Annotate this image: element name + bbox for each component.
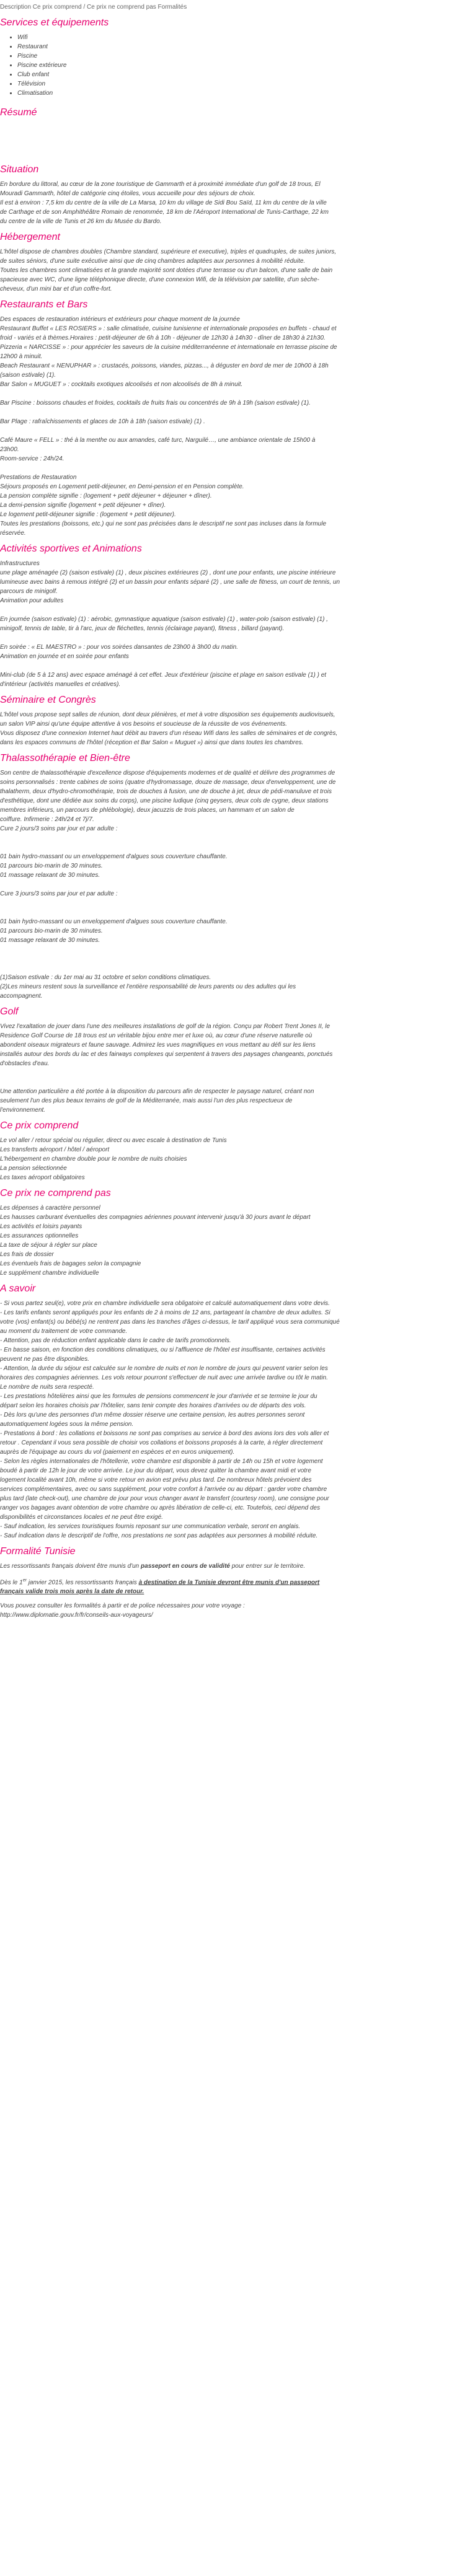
text-span: janvier 2015, les ressortissants français [26, 1579, 139, 1586]
text-line: ranger vos bagages avant obtention de votre chambre ou après libération de celle-ci, etc. Toutefois, ceci dépend des [0, 1505, 321, 1511]
text-line: Infrastructures [0, 560, 40, 567]
text-line: Des espaces de restauration intérieurs et extérieurs pour chaque moment de la journée [0, 316, 240, 323]
text-line: Séjours proposés en Logement petit-déjeuner, en Demi-pension et en Pension complète. [0, 483, 244, 490]
text-line: Les frais de dossier [0, 1251, 54, 1258]
text-line: Toutes les chambres sont climatisées et la grande majorité sont dotées d'une terrasse ou d'un balcon, d'une salle de bain [0, 267, 333, 274]
text-line: - Sauf indication, les services touristiques fournis reposant sur une communication verbale, seront en anglais. [0, 1523, 301, 1530]
text-span: Dès le 1 [0, 1579, 23, 1586]
text-line: 01 bain hydro-massant ou un enveloppement d'algues sous couverture chauffante. [0, 853, 228, 860]
text-line: parcours de minigolf. [0, 588, 58, 595]
text-line: La taxe de séjour à régler sur place [0, 1242, 97, 1249]
text-line [0, 964, 470, 973]
list-item: • Club enfant [17, 70, 470, 79]
text-line: automatiquement logées sous la même pension. [0, 1421, 134, 1428]
text-line: une plage aménagée (2) (saison estivale) (1) , deux piscines extérieures (2) , dont une pour enfants, une piscine intérieure [0, 569, 336, 576]
text-line: d'obstacles d'eau. [0, 1060, 50, 1067]
services-list [0, 33, 470, 98]
text-line [0, 633, 470, 643]
text-line: d'intérieur (activités manuelles et créatives). [0, 681, 121, 688]
text-line: Animation pour adultes [0, 597, 64, 604]
list-item: • Climatisation [17, 89, 470, 98]
text-line: Le nombre de nuits sera respecté. [0, 1384, 94, 1391]
text-line [0, 945, 470, 954]
text-line: Les dépenses à caractère personnel [0, 1205, 100, 1211]
golf-body [0, 1022, 470, 1115]
text-line: Pizzeria « NARCISSE » : pour apprécier les saveurs de la cuisine méditerranéenne et internationale en terrasse piscine de [0, 344, 337, 351]
text-line: Room-service : 24h/24. [0, 455, 64, 462]
text-line [0, 954, 470, 964]
prix-ne-comprend-title: Ce prix ne comprend pas [0, 1188, 111, 1198]
text-line: cheveux, d'un mini bar et d'un coffre-fort. [0, 286, 112, 292]
list-item: • Piscine extérieure [17, 61, 470, 70]
text-line: Le vol aller / retour spécial ou régulier, direct ou avec escale à destination de Tunis [0, 1137, 227, 1144]
text-line [0, 1078, 470, 1087]
text-line: Les transferts aéroport / hôtel / aéroport [0, 1146, 110, 1153]
text-line: d'esthétique, dont une dédiée aux soins du corps), une piscine ludique (cinq geysers, deux cols de cygne, deux stations [0, 798, 329, 804]
text-line: l'environnement. [0, 1107, 46, 1114]
requirement-emphasis: français valide trois mois après la date de retour. [0, 1588, 144, 1596]
text-line: Toutes les prestations (boissons, etc.) qui ne sont pas précisées dans le descriptif ne sont pas incluses dans la formule [0, 521, 327, 527]
resume-spacer [0, 123, 470, 159]
text-line: 01 parcours bio-marin de 30 minutes. [0, 863, 103, 869]
text-line: Residence Golf Course de 18 trous est un véritable bijou entre mer et luxe où, au cœur d'une réserve naturelle où [0, 1032, 313, 1039]
text-line: coiffure. Infirmerie : 24h/24 et 7j/7. [0, 816, 94, 823]
text-line: En journée (saison estivale) (1) : aérobic, gymnastique aquatique (saison estivale) (1) , water-polo (saison estivale) (1) , [0, 616, 328, 623]
text-line: - En basse saison, en fonction des conditions climatiques, ou si l'affluence de l'hôtel est insuffisante, certaines activités [0, 1347, 326, 1353]
diplomatie-link[interactable]: http://www.diplomatie.gouv.fr/fr/conseils-aux-voyageurs/ [0, 1612, 153, 1619]
a-savoir-body [0, 1299, 470, 1541]
text-line [0, 408, 470, 417]
text-line [0, 464, 470, 473]
text-line: Vous disposez d'une connexion Internet haut débit au travers d'un réseau Wifi dans les salles de séminaires et de congrès, [0, 730, 338, 737]
hebergement-section [0, 231, 470, 294]
breadcrumb: Description Ce prix comprend / Ce prix ne comprend pas Formalités [0, 4, 187, 11]
text-line: horaires des compagnies aériennes. Les vols retour pourront s'effectuer de nuit avec une arrivée tardive ou tôt le matin. [0, 1374, 328, 1381]
text-line: retour . Cependant il vous sera possible de choisir vos collations et boissons proposés à la carte, à régler directement [0, 1440, 323, 1446]
activites-body [0, 559, 470, 689]
text-line: dans les espaces communs de l'hôtel (réception et Bar Salon « Muguet ») ainsi que dans toutes les chambres. [0, 739, 304, 746]
text-line: 12h00 à minuit. [0, 353, 43, 360]
text-line [0, 661, 470, 670]
text-line: La pension sélectionnée [0, 1165, 67, 1172]
text-line: Bar Salon « MUGUET » : cocktails exotiques alcoolisés et non alcoolisés de 8h à minuit. [0, 381, 243, 388]
text-line: départ selon les horaires choisis par l'hôtelier, sans tenir compte des horaires d'arrivées ou de départs des vols. [0, 1402, 306, 1409]
text-line: Le logement petit-déjeuner signifie : (logement + petit déjeuner). [0, 511, 176, 518]
text-line: services complémentaires, avec ou sans supplément, pour votre confort à l'arrivée ou au départ : garder votre chambre [0, 1486, 327, 1493]
text-line: froid - variés et à thèmes.Horaires : petit-déjeuner de 6h à 10h - déjeuner de 12h30 à 14h30 - dîner de 18h30 à 21h30. [0, 335, 326, 341]
list-item: • Restaurant [17, 42, 470, 51]
hebergement-body [0, 247, 470, 294]
golf-section [0, 1006, 470, 1115]
restaurants-body [0, 315, 470, 538]
text-line: installés autour des bords du lac et des fairways complexes qui serpentent à travers des paysages changeants, ponctués [0, 1051, 333, 1058]
text-line: Les assurances optionnelles [0, 1233, 79, 1239]
text-line: Les taxes aéroport obligatoires [0, 1174, 85, 1181]
text-line: seulement l'un des plus beaux terrains de golf de la Méditerranée, mais aussi l'un des plus respectueux de [0, 1097, 293, 1104]
text-line: Cure 3 jours/3 soins par jour et par adulte : [0, 890, 118, 897]
text-line: L'hôtel vous propose sept salles de réunion, dont deux plénières, et met à votre disposition ses équipements audiovisuels, [0, 711, 335, 718]
text-line: (1)Saison estivale : du 1er mai au 31 octobre et selon conditions climatiques. [0, 974, 211, 981]
text-span: pour entrer sur le territoire. [229, 1563, 306, 1570]
text-line: Vivez l'exaltation de jouer dans l'une des meilleures installations de golf de la région. Conçu par Robert Trent Jones II, le [0, 1023, 330, 1030]
formalite-line [0, 1596, 470, 1601]
text-line: - Attention, la durée du séjour est calculée sur le nombre de nuits et non le nombre de jours qui peuvent varier selon les [0, 1365, 328, 1372]
hebergement-title: Hébergement [0, 232, 60, 242]
text-line: de Carthage et de son Amphithéâtre Romain de renommée, 18 km de l'Aéroport International de Tunis-Carthage, 22 km [0, 209, 329, 216]
text-span: Les ressortissants français doivent être munis d'un [0, 1563, 141, 1570]
text-line: auprès de l'équipage au cours du vol (paiement en espèces et en euros uniquement). [0, 1449, 235, 1456]
text-line: réservée. [0, 530, 26, 537]
situation-title: Situation [0, 164, 39, 175]
text-line [0, 605, 470, 615]
formalite-line: Vous pouvez consulter les formalités à partir et de police nécessaires pour votre voyage : [0, 1602, 245, 1610]
text-line: Les hausses carburant éventuelles des compagnies aériennes pouvant intervenir jusqu'à 30 jours avant le départ [0, 1214, 311, 1221]
text-line: du centre de la ville de Tunis et 26 km du Musée du Bardo. [0, 218, 162, 225]
seminaire-section [0, 694, 470, 747]
text-line: Cure 2 jours/3 soins par jour et par adulte : [0, 825, 118, 832]
text-line: - Selon les règles internationales de l'hôtellerie, votre chambre est disponible à partir de 14h ou 15h et votre logement [0, 1458, 323, 1465]
text-line: Il est à environ : 7,5 km du centre de la ville de La Marsa, 10 km du village de Sidi Bou Saïd, 11 km du centre de la ville [0, 200, 327, 206]
list-item: • Télévision [17, 79, 470, 89]
text-line: - Les prestations hôtelières ainsi que les formules de pensions commencent le jour d'arrivée et se termine le jour du [0, 1393, 317, 1400]
text-line: Bar Piscine : boissons chaudes et froides, cocktails de fruits frais ou concentrés de 9h à 19h (saison estivale) (1). [0, 400, 311, 407]
thalasso-body [0, 768, 470, 1001]
thalasso-section [0, 752, 470, 1001]
text-line: disponibilités et circonstances locales et ne peut être exigé. [0, 1514, 163, 1521]
formalite-line [0, 1562, 470, 1571]
text-line: Bar Plage : rafraîchissements et glaces de 10h à 18h (saison estivale) (1) . [0, 418, 205, 425]
restaurants-title: Restaurants et Bars [0, 299, 88, 310]
text-line [0, 880, 470, 889]
text-line: abondent oiseaux migrateurs et faune sauvage. Admirez les vues magnifiques en vous mettant au défi sur les liens [0, 1042, 316, 1048]
text-line [0, 1068, 470, 1078]
text-line: En bordure du littoral, au cœur de la zone touristique de Gammarth et à proximité immédiate d'un golf de 18 trous, El [0, 181, 321, 188]
text-line: - Attention, pas de réduction enfant applicable dans le cadre de tarifs promotionnels. [0, 1337, 231, 1344]
text-line: - Les tarifs enfants seront appliqués pour les enfants de 2 à moins de 12 ans, partageant la chambre de deux adultes. Si [0, 1309, 330, 1316]
text-line: Restaurant Buffet « LES ROSIERS » : salle climatisée, cuisine tunisienne et internationale proposées en buffets - chaud et [0, 325, 337, 332]
resume-section [0, 107, 470, 119]
text-line: spacieuse avec WC, d'une ligne téléphonique directe, d'une connexion Wifi, de la télévision par satellite, d'un sèche- [0, 276, 319, 283]
text-line: - Prestations à bord : les collations et boissons ne sont pas comprises au service à bord des avions lors des vols aller et [0, 1430, 329, 1437]
requirement-emphasis: à destination de la Tunisie devront être munis d'un passeport [138, 1579, 320, 1586]
prix-comprend-title: Ce prix comprend [0, 1120, 79, 1131]
text-line: Café Maure « FELL » : thé à la menthe ou aux amandes, café turc, Narguilé…, une ambiance orientale de 15h00 à [0, 437, 316, 444]
formalite-section [0, 1545, 470, 1620]
text-line [0, 843, 470, 852]
text-line: 23h00. [0, 446, 19, 453]
text-line [0, 426, 470, 436]
text-line: Animation en journée et en soirée pour enfants [0, 653, 129, 660]
text-line: - Sauf indication dans le descriptif de l'offre, nos prestations ne sont pas adaptées aux personnes à mobilité réduite. [0, 1532, 318, 1539]
a-savoir-section [0, 1283, 470, 1541]
passport-emphasis: passeport en cours de validité [141, 1563, 230, 1570]
prix-ne-comprend-body [0, 1203, 470, 1278]
text-line: L'hôtel dispose de chambres doubles (Chambre standard, supérieure et executive), triples et quadruples, de suites juniors, [0, 248, 337, 255]
situation-section [0, 164, 470, 226]
text-line: - Si vous partez seul(e), votre prix en chambre individuelle sera obligatoire et calculé automatiquement dans votre devis. [0, 1300, 330, 1307]
text-line: Les éventuels frais de bagages selon la compagnie [0, 1260, 141, 1267]
text-line: 01 parcours bio-marin de 30 minutes. [0, 928, 103, 934]
services-section [0, 17, 470, 98]
text-line: un salon VIP ainsi qu'une équipe attentive à vos besoins et soucieuse de la réussite de vos événements. [0, 721, 287, 728]
formalite-line [0, 1576, 470, 1587]
text-line [0, 833, 470, 843]
situation-body [0, 180, 470, 226]
text-line: La pension complète signifie : (logement + petit déjeuner + déjeuner + dîner). [0, 493, 212, 499]
a-savoir-title: A savoir [0, 1283, 36, 1294]
formalite-line [0, 1571, 470, 1576]
resume-title: Résumé [0, 107, 37, 118]
text-line: minigolf, tennis de table, tir à l'arc, jeux de fléchettes, tennis (éclairage payant), fitness , billard (payant). [0, 625, 285, 632]
text-line [0, 908, 470, 917]
prix-comprend-body [0, 1136, 470, 1182]
list-item: • Piscine [17, 51, 470, 61]
prix-ne-comprend-section [0, 1187, 470, 1278]
text-line: de suites séniors, d'une suite exécutive ainsi que de cinq chambres adaptées aux personnes à mobilité réduite. [0, 258, 306, 265]
text-line: (saison estivale) (1). [0, 372, 56, 379]
text-line: Beach Restaurant « NENUPHAR » : crustacés, poissons, viandes, pizzas..., à déguster en bord de mer de 10h00 à 18h [0, 363, 329, 369]
text-line: Le supplément chambre individuelle [0, 1270, 99, 1277]
text-line [0, 389, 470, 398]
text-line: 01 massage relaxant de 30 minutes. [0, 937, 100, 944]
superscript: er [22, 1578, 27, 1583]
activites-section [0, 543, 470, 689]
text-line: - Dès lors qu'une des personnes d'un même dossier réserve une certaine pension, les autres personnes seront [0, 1412, 305, 1418]
text-line: Mouradi Gammarth, hôtel de catégorie cinq étoiles, vous accueille pour des séjours de choix. [0, 190, 255, 197]
seminaire-body [0, 710, 470, 747]
text-line: boudé à partir de 12h le jour de votre arrivée. Le jour du départ, vous devez quitter la chambre avant midi et votre [0, 1467, 311, 1474]
text-line: Prestations de Restauration [0, 474, 77, 481]
text-line: Son centre de thalassothérapie d'excellence dispose d'équipements modernes et de qualité et délivre des programmes de [0, 770, 335, 776]
restaurants-section [0, 299, 470, 538]
text-line: En soirée : « EL MAESTRO » : pour vos soirées dansantes de 23h00 à 3h00 du matin. [0, 644, 238, 651]
formalite-title: Formalité Tunisie [0, 1546, 76, 1557]
golf-title: Golf [0, 1006, 19, 1017]
seminaire-title: Séminaire et Congrès [0, 695, 96, 705]
text-line: accompagnent. [0, 993, 43, 1000]
text-line: membres inférieurs, un parcours de phlébologie), deux jacuzzis de trois places, un hammam et un salon de [0, 807, 295, 814]
text-line: plus tard (late check-out), une chambre de jour pour vous changer avant le transfert (courtesy room), une consigne pour [0, 1495, 329, 1502]
text-line: peuvent ne pas être disponibles. [0, 1356, 89, 1363]
text-line: La demi-pension signifie (logement + petit déjeuner + dîner). [0, 502, 166, 509]
text-line: 01 massage relaxant de 30 minutes. [0, 872, 100, 879]
text-line: votre (vos) enfant(s) ou bébé(s) ne rentrent pas dans les tranches d'âges ci-dessus, le tarif appliqué vous sera communiqué [0, 1319, 340, 1325]
services-title: Services et équipements [0, 17, 109, 28]
text-line: soins personnalisés : trente cabines de soins (quatre d'hydromassage, douze de massage, deux d'enveloppement, une de [0, 779, 336, 786]
text-line [0, 899, 470, 908]
list-item: • Wifi [17, 33, 470, 42]
text-line: Les activités et loisirs payants [0, 1223, 82, 1230]
text-line: logement localité avant 10h, même si votre retour en avion est prévu plus tard. De nombreux hôtels prévoient des [0, 1477, 312, 1484]
text-line: lumineuse avec bains à remous intégré (2) et un bassin pour enfants séparé (2) , une salle de fitness, un court de tennis, un [0, 579, 340, 586]
text-line: Une attention particulière a été portée à la disposition du parcours afin de respecter le paysage naturel, créant non [0, 1088, 314, 1095]
text-line: (2)Les mineurs restent sous la surveillance et l'entière responsabilité de leurs parents ou des adultes qui les [0, 983, 296, 990]
text-line: au moment du traitement de votre commande. [0, 1328, 128, 1335]
text-line: 01 bain hydro-massant ou un enveloppement d'algues sous couverture chauffante. [0, 918, 228, 925]
thalasso-title: Thalassothérapie et Bien-être [0, 753, 130, 763]
text-line: thalatherm, deux d'hydro-chromothérapie, trois de douches à fusion, une de douche à jet, deux de pédi-manuluve et trois [0, 788, 332, 795]
formalite-line [0, 1587, 470, 1596]
text-line: L'hébergement en chambre double pour le nombre de nuits choisies [0, 1156, 187, 1163]
activites-title: Activités sportives et Animations [0, 543, 142, 554]
text-line: Mini-club (de 5 à 12 ans) avec espace aménagé à cet effet. Jeux d'extérieur (piscine et plage en saison estivale (1) ) et [0, 672, 327, 679]
prix-comprend-section [0, 1120, 470, 1182]
